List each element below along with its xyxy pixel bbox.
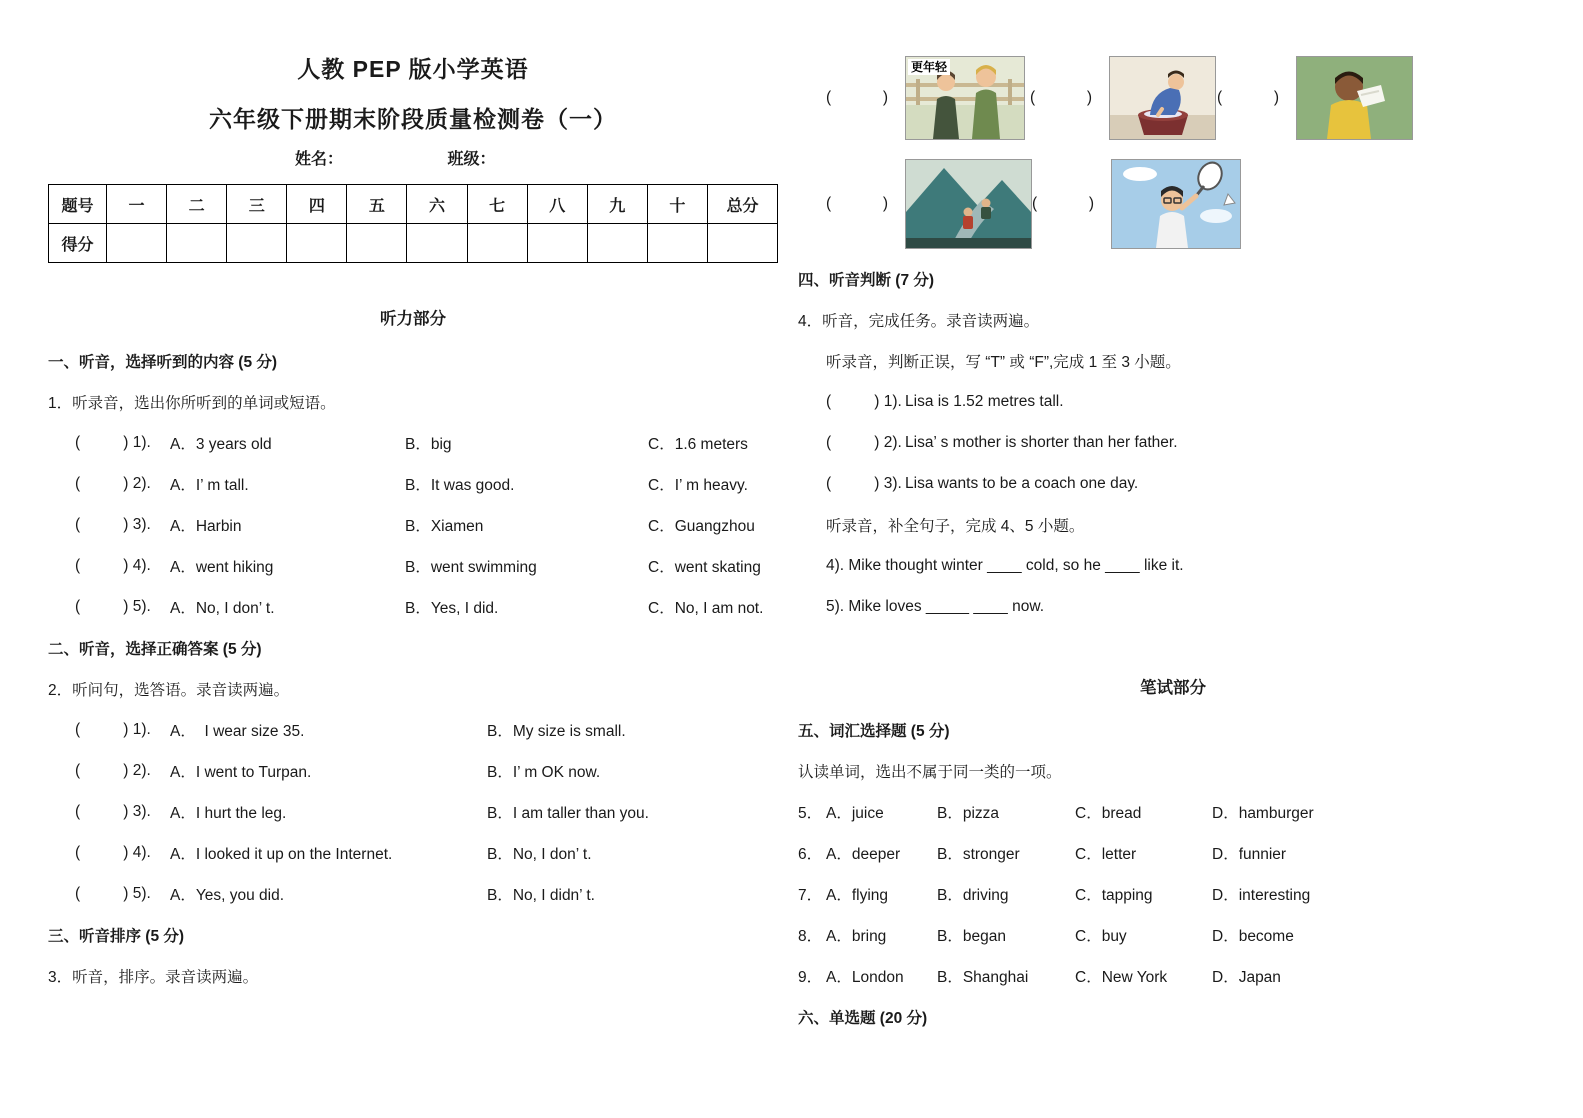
score-cell-empty bbox=[647, 224, 707, 263]
option-a: A．Harbin bbox=[170, 517, 242, 535]
score-col-1: 一 bbox=[107, 185, 167, 224]
option-b: B．Shanghai bbox=[937, 968, 1029, 986]
answer-paren: ( ) 5). bbox=[75, 884, 151, 902]
part3-heading: 三、听音排序 (5 分) bbox=[48, 927, 185, 945]
part1-heading: 一、听音，选择听到的内容 (5 分) bbox=[48, 353, 278, 371]
answer-paren: ( ) 2). bbox=[826, 433, 902, 451]
answer-paren: ( ) bbox=[826, 89, 888, 106]
score-table-header-row bbox=[49, 185, 778, 224]
part1-instruction: 1．听录音，选出你所听到的单词或短语。 bbox=[48, 394, 336, 412]
answer-paren: ( ) 5). bbox=[75, 597, 151, 615]
part5-heading: 五、词汇选择题 (5 分) bbox=[798, 722, 950, 740]
badminton-illustration bbox=[1112, 160, 1240, 248]
option-a: A．I looked it up on the Internet. bbox=[170, 845, 393, 863]
part4-fill-item-5: 5). Mike loves _____ ____ now. bbox=[826, 597, 1044, 615]
option-a: A．London bbox=[826, 968, 904, 986]
tf-statement: Lisa wants to be a coach one day. bbox=[905, 474, 1139, 492]
question-number: 5． bbox=[798, 804, 823, 822]
option-a: A．deeper bbox=[826, 845, 901, 863]
picture-family-hiking bbox=[905, 159, 1032, 249]
part2-item-1 bbox=[48, 709, 778, 750]
answer-paren: ( ) 2). bbox=[75, 761, 151, 779]
part3-instruction: 3．听音，排序。录音读两遍。 bbox=[48, 968, 259, 986]
score-cell-empty bbox=[587, 224, 647, 263]
part2-item-2 bbox=[48, 750, 778, 791]
answer-paren: ( ) bbox=[1217, 89, 1279, 106]
part5-item-7 bbox=[798, 873, 1548, 914]
score-col-4: 四 bbox=[287, 185, 347, 224]
answer-paren: ( ) 3). bbox=[75, 802, 151, 820]
score-col-7: 七 bbox=[467, 185, 527, 224]
part4-tf-item-1 bbox=[798, 381, 1548, 422]
answer-paren: ( ) 1). bbox=[75, 720, 151, 738]
score-col-10: 十 bbox=[647, 185, 707, 224]
score-cell-empty bbox=[227, 224, 287, 263]
option-a: A．I went to Turpan. bbox=[170, 763, 312, 781]
option-b: B．big bbox=[405, 435, 452, 453]
score-cell-empty bbox=[467, 224, 527, 263]
option-b: B．I’ m OK now. bbox=[487, 763, 601, 781]
score-table-score-row bbox=[49, 224, 778, 263]
picture-row-2 bbox=[798, 160, 1548, 248]
option-b: B．stronger bbox=[937, 845, 1020, 863]
option-b: B．began bbox=[937, 927, 1006, 945]
part2-item-3 bbox=[48, 791, 778, 832]
option-c: C．letter bbox=[1075, 845, 1137, 863]
option-b: B．went swimming bbox=[405, 558, 537, 576]
score-table bbox=[48, 184, 778, 263]
option-b: B．No, I don’ t. bbox=[487, 845, 592, 863]
option-b: B．No, I didn’ t. bbox=[487, 886, 595, 904]
score-cell-empty bbox=[527, 224, 587, 263]
written-section-title: 笔试部分 bbox=[1140, 679, 1206, 697]
part5-item-8 bbox=[798, 914, 1548, 955]
option-c: C．1.6 meters bbox=[648, 435, 748, 453]
tf-statement: Lisa’ s mother is shorter than her father. bbox=[905, 433, 1178, 451]
picture-row-1 bbox=[798, 57, 1548, 139]
score-col-6: 六 bbox=[407, 185, 467, 224]
question-number: 8． bbox=[798, 927, 823, 945]
picture-two-women-younger bbox=[905, 56, 1025, 140]
part1-item-2 bbox=[48, 463, 778, 504]
part5-instruction: 认读单词，选出不属于同一类的一项。 bbox=[798, 763, 1062, 781]
part1-item-1 bbox=[48, 422, 778, 463]
option-a: A．flying bbox=[826, 886, 889, 904]
part2-item-4 bbox=[48, 832, 778, 873]
option-a: A．3 years old bbox=[170, 435, 272, 453]
score-col-9: 九 bbox=[587, 185, 647, 224]
question-number: 9． bbox=[798, 968, 823, 986]
name-class-row bbox=[48, 140, 778, 180]
option-b: B．Yes, I did. bbox=[405, 599, 499, 617]
score-cell-empty bbox=[107, 224, 167, 263]
option-a: A．I’ m tall. bbox=[170, 476, 249, 494]
option-d: D．hamburger bbox=[1212, 804, 1314, 822]
question-number: 7． bbox=[798, 886, 823, 904]
answer-paren: ( ) bbox=[826, 195, 888, 212]
part4-heading: 四、听音判断 (7 分) bbox=[798, 271, 935, 289]
option-d: D．funnier bbox=[1212, 845, 1287, 863]
score-table-corner: 题号 bbox=[49, 185, 107, 224]
option-c: C．I’ m heavy. bbox=[648, 476, 748, 494]
option-c: C．went skating bbox=[648, 558, 761, 576]
answer-paren: ( ) 1). bbox=[75, 433, 151, 451]
option-d: D．interesting bbox=[1212, 886, 1311, 904]
name-label: 姓名： bbox=[295, 151, 344, 168]
score-cell-empty bbox=[407, 224, 467, 263]
part4-tf-item-3 bbox=[798, 463, 1548, 504]
part4-sub2: 听录音，补全句子，完成 4、5 小题。 bbox=[826, 517, 1085, 535]
left-column bbox=[48, 40, 778, 996]
answer-paren: ( ) 1). bbox=[826, 392, 902, 410]
picture-boy-sneezing-tissue bbox=[1296, 56, 1413, 140]
score-col-3: 三 bbox=[227, 185, 287, 224]
picture-boy-badminton bbox=[1111, 159, 1241, 249]
answer-paren: ( ) 2). bbox=[75, 474, 151, 492]
option-c: C．Guangzhou bbox=[648, 517, 755, 535]
option-b: B．It was good. bbox=[405, 476, 515, 494]
score-cell-empty bbox=[287, 224, 347, 263]
answer-paren: ( ) 3). bbox=[75, 515, 151, 533]
tf-statement: Lisa is 1.52 metres tall. bbox=[905, 392, 1064, 410]
option-b: B．Xiamen bbox=[405, 517, 484, 535]
listening-section-title: 听力部分 bbox=[380, 310, 446, 328]
score-col-8: 八 bbox=[527, 185, 587, 224]
score-row-label: 得分 bbox=[49, 224, 107, 263]
part5-item-5 bbox=[798, 791, 1548, 832]
part4-fill-item-4: 4). Mike thought winter ____ cold, so he ____ like it. bbox=[826, 556, 1184, 574]
right-column bbox=[798, 40, 1548, 1037]
score-cell-empty bbox=[167, 224, 227, 263]
answer-paren: ( ) 3). bbox=[826, 474, 902, 492]
part6-heading: 六、单选题 (20 分) bbox=[798, 1009, 928, 1027]
option-d: D．Japan bbox=[1212, 968, 1281, 986]
option-a: A．No, I don’ t. bbox=[170, 599, 275, 617]
part1-item-5 bbox=[48, 586, 778, 627]
score-cell-empty bbox=[708, 224, 778, 263]
part2-heading: 二、听音，选择正确答案 (5 分) bbox=[48, 640, 262, 658]
score-col-total: 总分 bbox=[708, 185, 778, 224]
option-a: A．Yes, you did. bbox=[170, 886, 285, 904]
hiking-illustration bbox=[906, 160, 1031, 248]
answer-paren: ( ) 4). bbox=[75, 556, 151, 574]
part2-item-5 bbox=[48, 873, 778, 914]
option-a: A． I wear size 35. bbox=[170, 722, 305, 740]
class-label: 班级： bbox=[447, 151, 496, 168]
answer-paren: ( ) 4). bbox=[75, 843, 151, 861]
part2-instruction: 2．听问句，选答语。录音读两遍。 bbox=[48, 681, 290, 699]
option-b: B．I am taller than you. bbox=[487, 804, 649, 822]
option-c: C．No, I am not. bbox=[648, 599, 764, 617]
question-number: 6． bbox=[798, 845, 823, 863]
washing-clothes-illustration bbox=[1110, 57, 1215, 139]
option-b: B．My size is small. bbox=[487, 722, 626, 740]
option-c: C．tapping bbox=[1075, 886, 1153, 904]
part4-instruction: 4．听音，完成任务。录音读两遍。 bbox=[798, 312, 1040, 330]
option-b: B．pizza bbox=[937, 804, 1000, 822]
sneezing-illustration bbox=[1297, 57, 1412, 139]
doc-subtitle: 六年级下册期末阶段质量检测卷（一） bbox=[209, 106, 617, 132]
score-col-2: 二 bbox=[167, 185, 227, 224]
part5-item-9 bbox=[798, 955, 1548, 996]
option-a: A．went hiking bbox=[170, 558, 274, 576]
score-col-5: 五 bbox=[347, 185, 407, 224]
option-a: A．bring bbox=[826, 927, 887, 945]
option-b: B．driving bbox=[937, 886, 1009, 904]
picture-caption-younger: 更年轻 bbox=[908, 59, 950, 75]
option-a: A．juice bbox=[826, 804, 884, 822]
answer-paren: ( ) bbox=[1030, 89, 1092, 106]
score-cell-empty bbox=[347, 224, 407, 263]
answer-paren: ( ) bbox=[1032, 195, 1094, 212]
option-d: D．become bbox=[1212, 927, 1294, 945]
picture-washing-clothes bbox=[1109, 56, 1216, 140]
option-c: C．bread bbox=[1075, 804, 1142, 822]
option-c: C．buy bbox=[1075, 927, 1127, 945]
part4-tf-item-2 bbox=[798, 422, 1548, 463]
option-c: C．New York bbox=[1075, 968, 1168, 986]
part4-sub1: 听录音，判断正误，写 “T” 或 “F”,完成 1 至 3 小题。 bbox=[826, 353, 1181, 371]
part1-item-3 bbox=[48, 504, 778, 545]
option-a: A．I hurt the leg. bbox=[170, 804, 287, 822]
part5-item-6 bbox=[798, 832, 1548, 873]
part1-item-4 bbox=[48, 545, 778, 586]
doc-title: 人教 PEP 版小学英语 bbox=[297, 56, 529, 82]
